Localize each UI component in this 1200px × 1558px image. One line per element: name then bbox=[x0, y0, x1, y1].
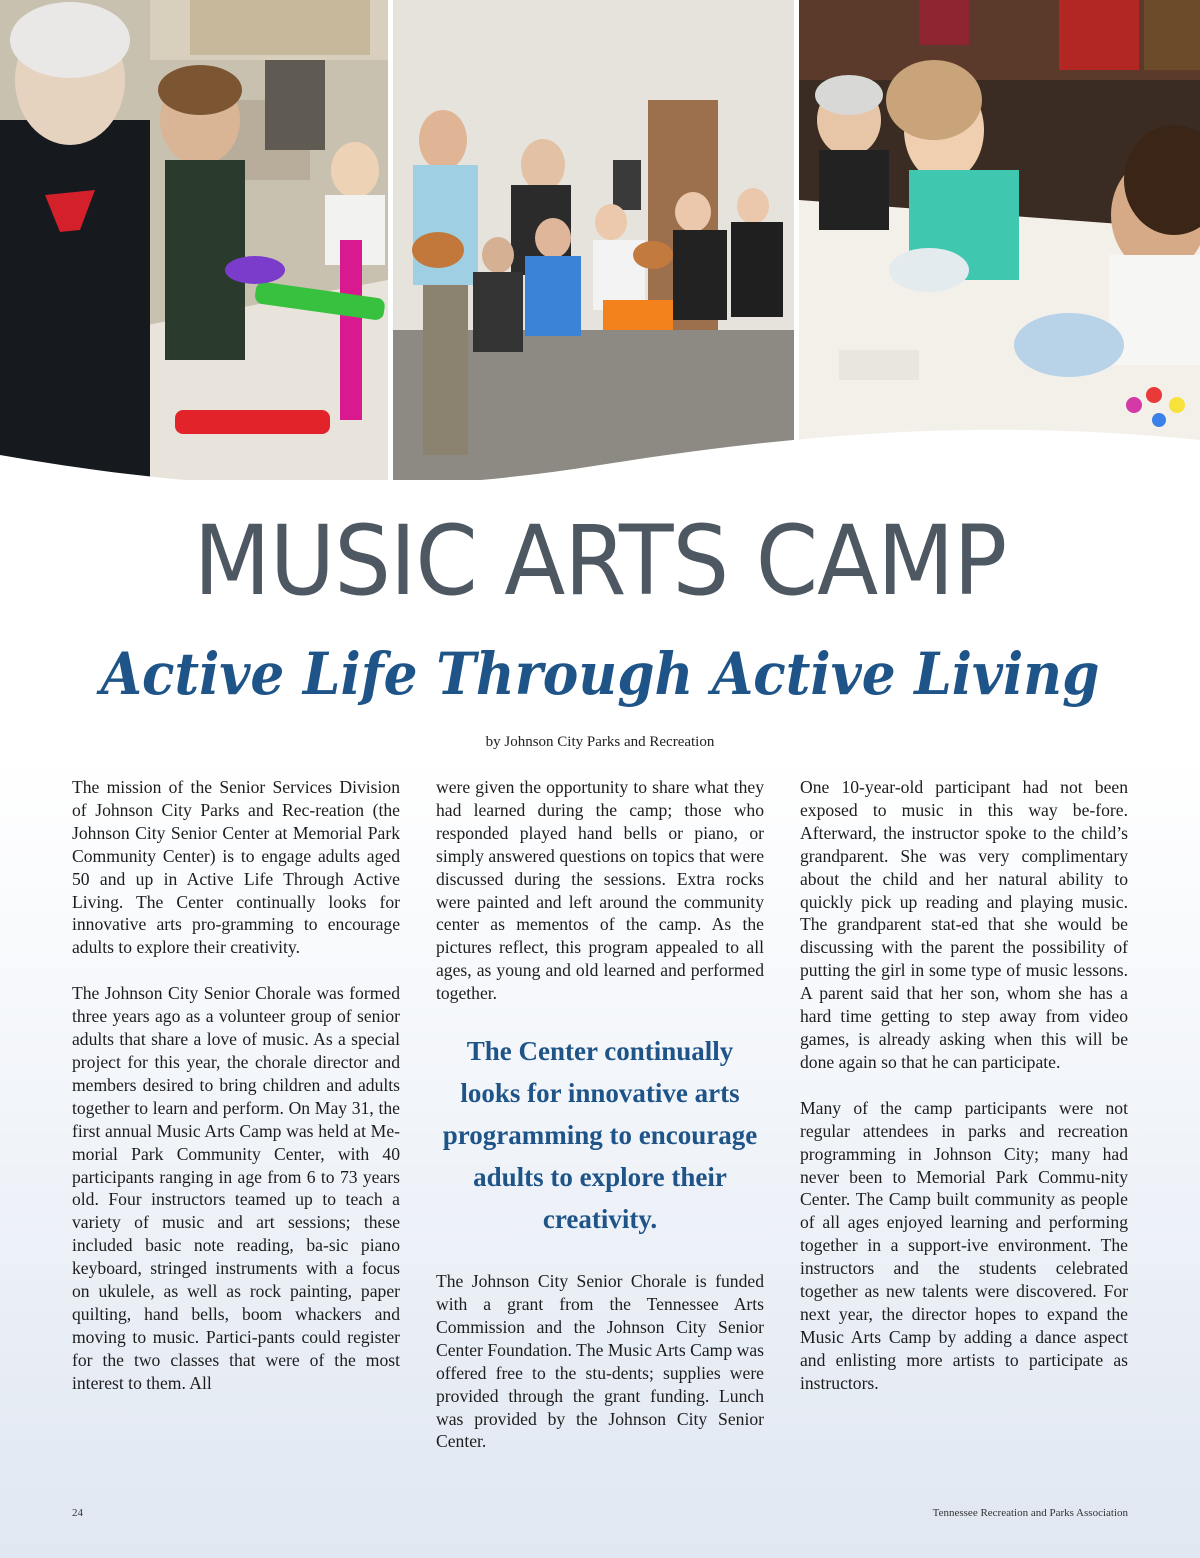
article-column-3 bbox=[800, 776, 1128, 1418]
photo-strip bbox=[0, 0, 1200, 480]
paragraph: The mission of the Senior Services Division of Johnson City Parks and Rec-reation (the Johnson City Senior Center at Memorial Park Community Center) is to engage adults aged 50 and up in Active Life Through Active Living. The Center continually looks for innovative arts pro-gramming to encourage adults to explore their creativity. bbox=[72, 777, 400, 958]
page-subtitle: Active Life Through Active Living bbox=[100, 640, 1100, 708]
page-number: 24 bbox=[72, 1507, 83, 1519]
wave-divider bbox=[0, 380, 1200, 480]
paragraph: were given the opportunity to share what they had learned during the camp; those who responded played hand bells or piano, or simply answered questions on topics that were discussed during the sessions. Extra rocks were painted and left around the community center as mementos of the camp. As the pictures reflect, this program appealed to all ages, as young and old learned and performed together. bbox=[436, 777, 764, 1004]
pull-quote: The Center continually looks for innovative arts programming to encourage adults to explore their creativity. bbox=[442, 1036, 758, 1235]
paragraph: Many of the camp participants were not regular attendees in parks and recreation programming in Johnson City; many had never been to Memorial Park Commu-nity Center. The Camp built community as people of all ages enjoyed learning and performing together in a support-ive environment. The instructors and the students celebrated together as new talents were discovered. For next year, the director hopes to expand the Music Arts Camp by adding a dance aspect and enlisting more artists to participate as instructors. bbox=[800, 1097, 1128, 1393]
byline: by Johnson City Parks and Recreation bbox=[485, 734, 715, 750]
paragraph: The Johnson City Senior Chorale is funded with a grant from the Tennessee Arts Commission and the Johnson City Senior Center Foundation. The Music Arts Camp was offered free to the stu-dents; supplies were provided through the grant funding. Lunch was provided by the Johnson City Senior Center. bbox=[436, 1271, 764, 1452]
page-title: MUSIC ARTS CAMP bbox=[193, 505, 1007, 617]
publication-name: Tennessee Recreation and Parks Association bbox=[932, 1507, 1128, 1519]
article-column-2 bbox=[436, 776, 764, 1476]
paragraph: The Johnson City Senior Chorale was formed three years ago as a volunteer group of senior adults that share a love of music. As a special project for this year, the chorale director and members desired to bring children and adults together to learn and perform. On May 31, the first annual Music Arts Camp was held at Me-morial Park Community Center, with 40 participants ranging in age from 6 to 73 years old. Four instructors teamed up to teach a variety of music and art sessions; these included basic note reading, ba-sic piano keyboard, stringed instruments with a focus on ukulele, as well as rock painting, paper quilting, hand bells, boom whackers and moving to music. Partici-pants could register for the two classes that were of the most interest to them. All bbox=[72, 983, 400, 1393]
paragraph: One 10-year-old participant had not been exposed to music in this way be-fore. Afterward, the instructor spoke to the child’s grandparent. She was very complimentary about the child and her natural ability to quickly pick up reading and playing music. The grandparent stat-ed that she would be discussing with the parent the possibility of putting the girl in some type of music lessons. A parent said that her son, whom she has a hard time getting to step away from video games, is already asking when this will be done again so that he can participate. bbox=[800, 777, 1128, 1072]
article-column-1 bbox=[72, 776, 400, 1418]
